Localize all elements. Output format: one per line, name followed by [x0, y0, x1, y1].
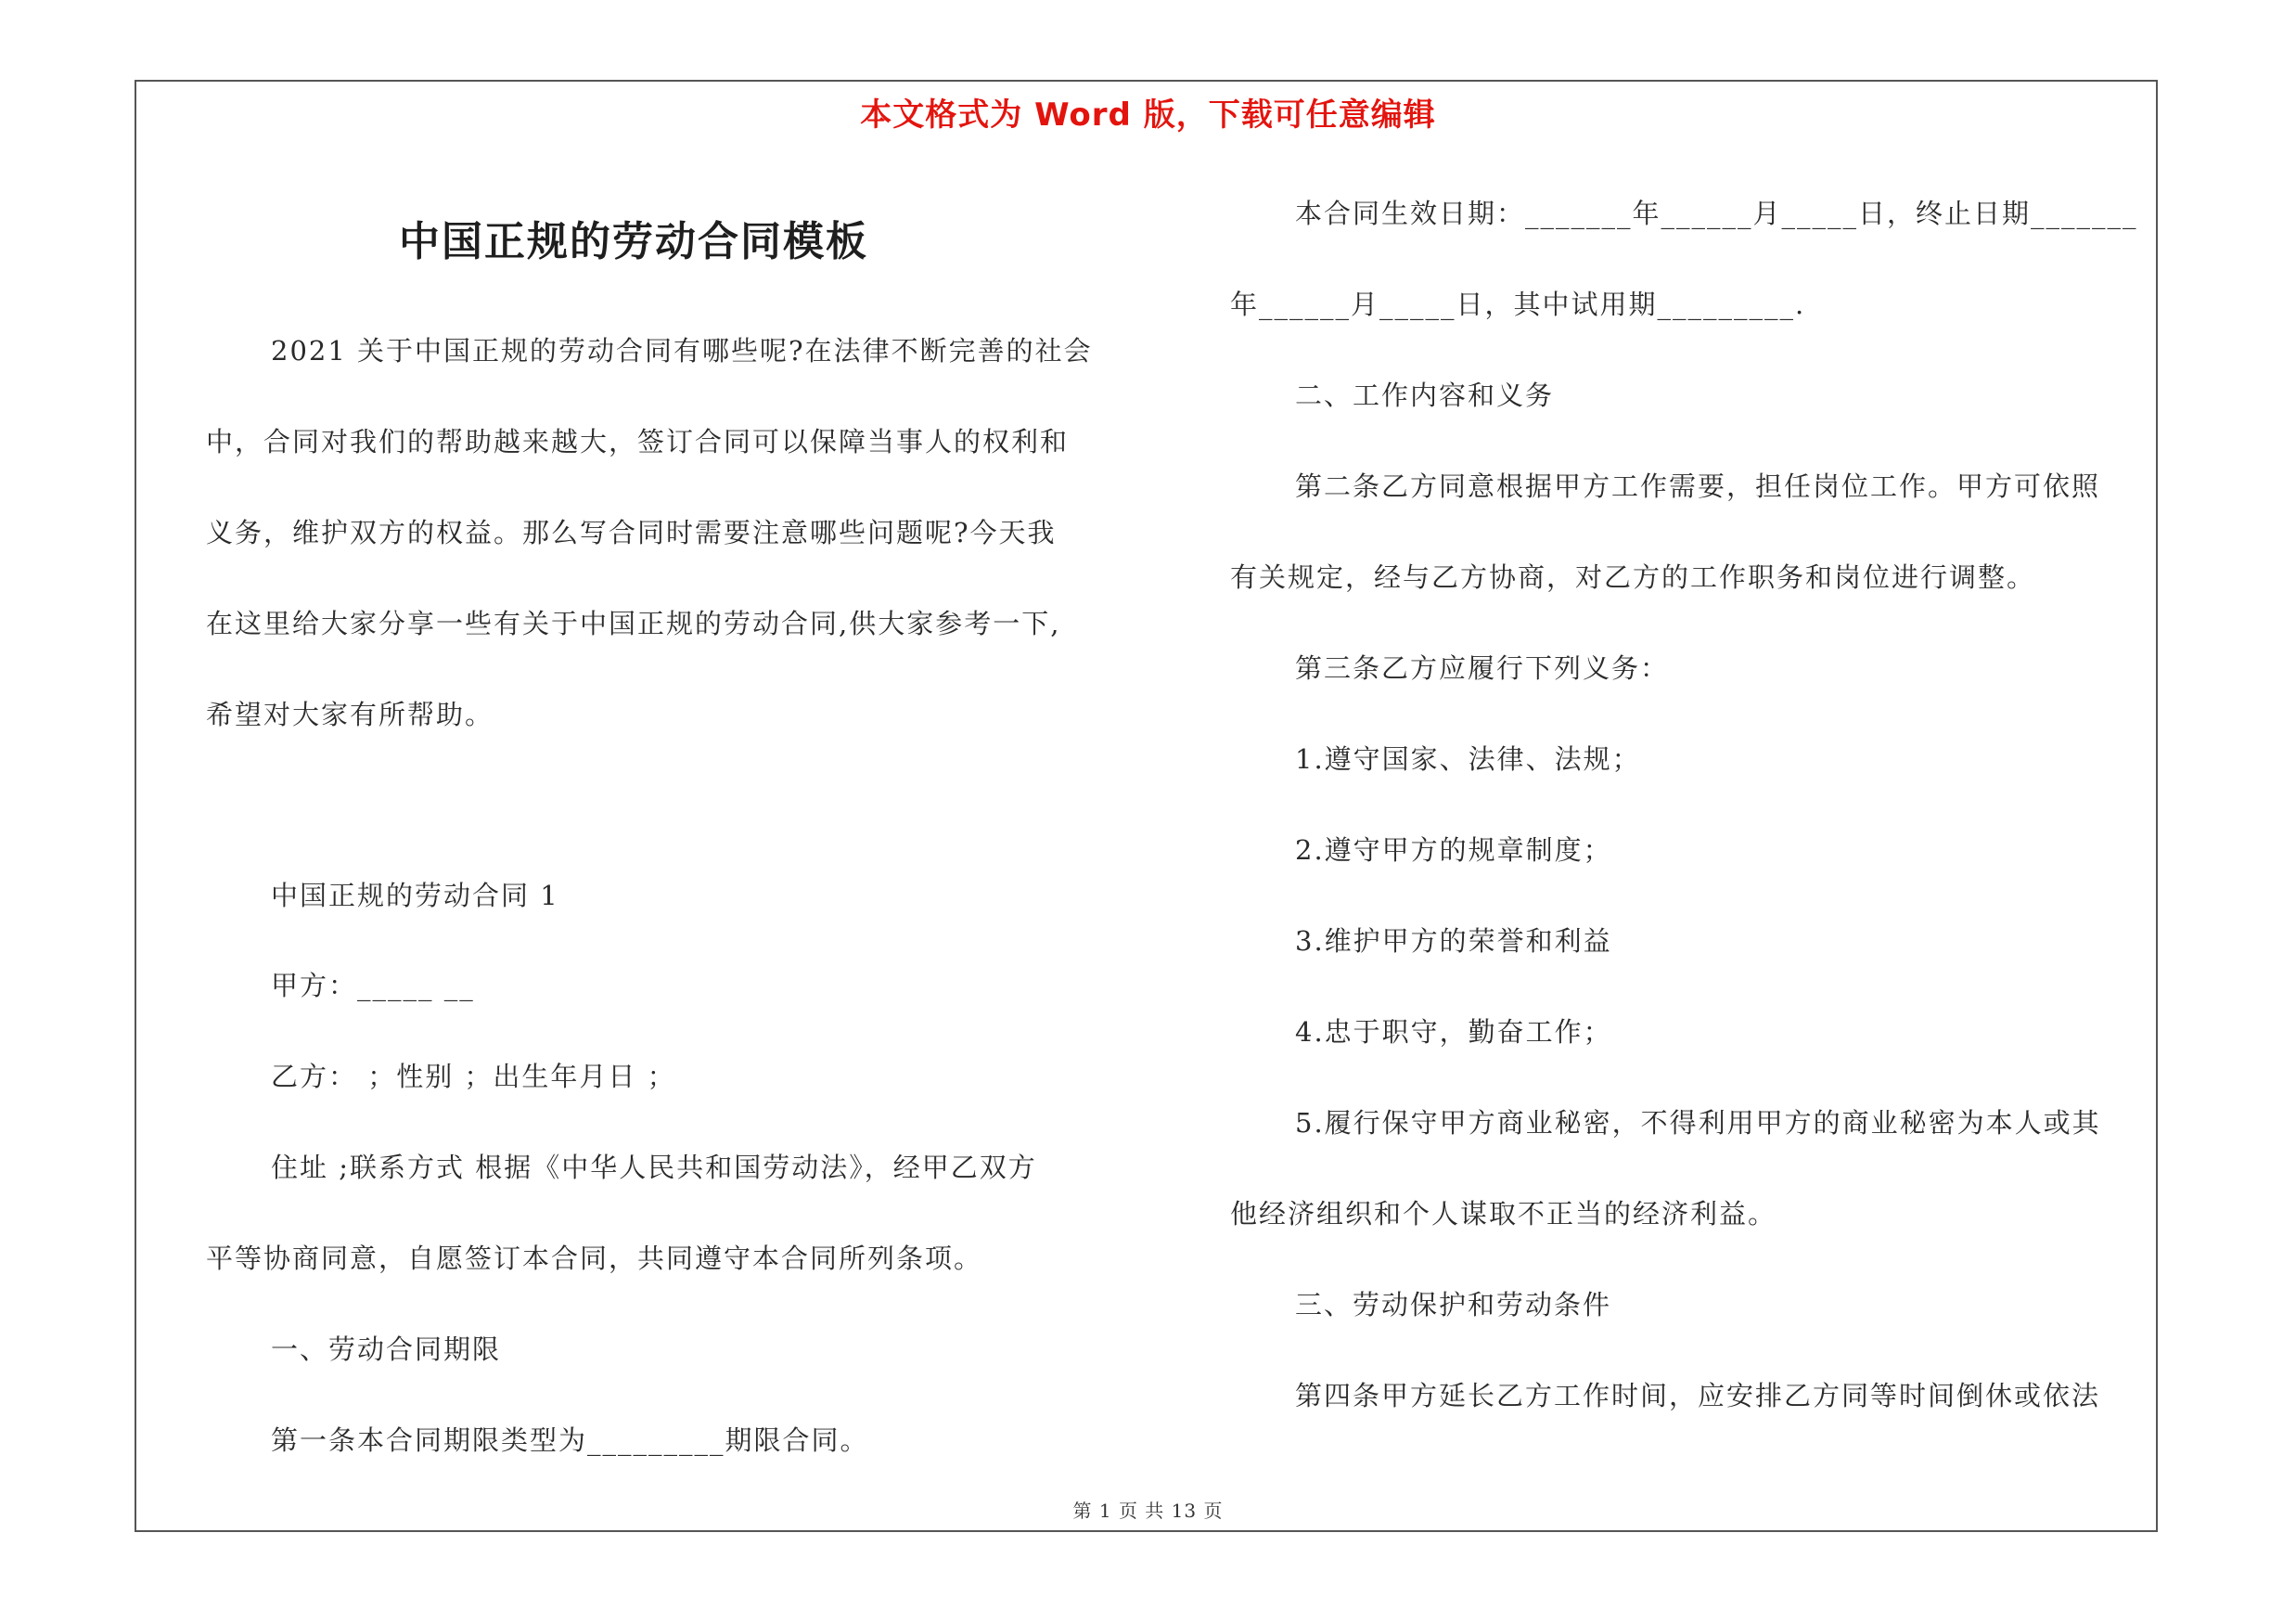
paragraph-line: 年______月_____日，其中试用期_________. — [1230, 289, 1806, 320]
paragraph-line: 本合同生效日期：_______年______月_____日，终止日期_______ — [1295, 198, 2138, 229]
list-item: 5.履行保守甲方商业秘密，不得利用甲方的商业秘密为本人或其 — [1295, 1107, 2101, 1139]
list-item: 3.维护甲方的荣誉和利益 — [1295, 925, 1612, 957]
paragraph-line: 第三条乙方应履行下列义务： — [1295, 652, 1670, 684]
paragraph-line: 在这里给大家分享一些有关于中国正规的劳动合同,供大家参考一下, — [206, 608, 1061, 639]
paragraph-line: 义务，维护双方的权益。那么写合同时需要注意哪些问题呢?今天我 — [206, 517, 1057, 548]
list-item: 4.忠于职守，勤奋工作； — [1295, 1016, 1612, 1048]
section-heading: 中国正规的劳动合同 1 — [271, 880, 559, 911]
page-number-footer: 第 1 页 共 13 页 — [1072, 1500, 1224, 1522]
paragraph-line: 第一条本合同期限类型为_________期限合同。 — [271, 1424, 869, 1456]
section-heading: 三、劳动保护和劳动条件 — [1295, 1289, 1612, 1320]
paragraph-line: 中，合同对我们的帮助越来越大，签订合同可以保障当事人的权利和 — [206, 426, 1070, 457]
paragraph-line: 平等协商同意，自愿签订本合同，共同遵守本合同所列条项。 — [206, 1243, 983, 1274]
page-frame — [135, 80, 2158, 1532]
document-title: 中国正规的劳动合同模板 — [399, 218, 868, 265]
paragraph-line: 他经济组织和个人谋取不正当的经济利益。 — [1230, 1198, 1777, 1230]
format-banner: 本文格式为 Word 版，下载可任意编辑 — [860, 97, 1436, 134]
paragraph-line: 2021 关于中国正规的劳动合同有哪些呢?在法律不断完善的社会 — [271, 335, 1093, 367]
paragraph-line: 住址 ;联系方式 根据《中华人民共和国劳动法》，经甲乙双方 — [271, 1152, 1037, 1183]
paragraph-line: 希望对大家有所帮助。 — [206, 699, 494, 730]
party-b-line: 乙方： ；性别 ；出生年月日 ； — [271, 1061, 676, 1092]
party-a-line: 甲方：_____ __ — [271, 970, 475, 1001]
list-item: 2.遵守甲方的规章制度； — [1295, 834, 1612, 866]
paragraph-line: 第二条乙方同意根据甲方工作需要，担任岗位工作。甲方可依照 — [1295, 470, 2101, 502]
paragraph-line: 第四条甲方延长乙方工作时间，应安排乙方同等时间倒休或依法 — [1295, 1380, 2101, 1411]
section-heading: 一、劳动合同期限 — [271, 1333, 502, 1365]
paragraph-line: 有关规定，经与乙方协商，对乙方的工作职务和岗位进行调整。 — [1230, 561, 2036, 593]
list-item: 1.遵守国家、法律、法规； — [1295, 743, 1641, 775]
section-heading: 二、工作内容和义务 — [1295, 380, 1555, 411]
